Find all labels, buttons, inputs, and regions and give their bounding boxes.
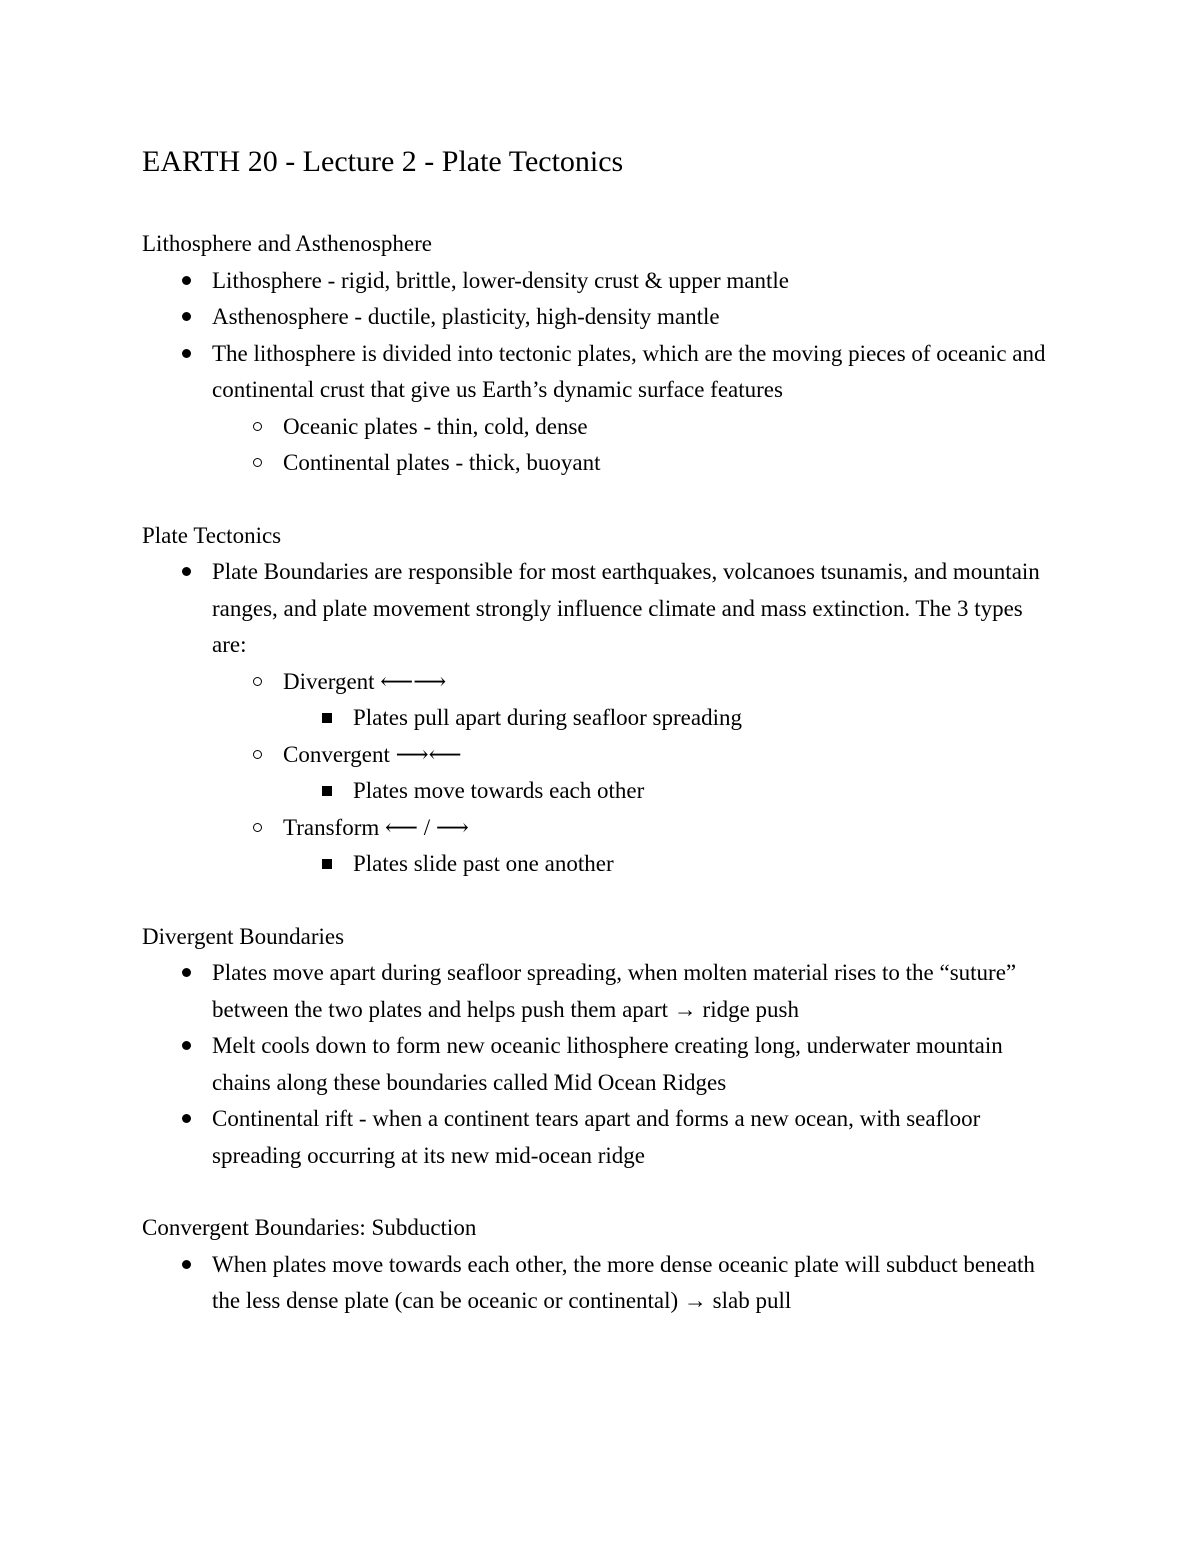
- list-item-text: Asthenosphere - ductile, plasticity, high-density mantle: [212, 304, 720, 329]
- bullet-ring-icon: [247, 664, 267, 701]
- list-item-text: Convergent ⟶⟵: [283, 741, 462, 767]
- bullet-ring-icon: [247, 409, 267, 446]
- list-item-text: Plates move towards each other: [353, 778, 645, 803]
- sub-list-item: [142, 664, 1062, 701]
- list-item-text: When plates move towards each other, the more dense oceanic plate will subduct beneath the less dense plate (can be oceanic or continental) → slab pull: [212, 1251, 1035, 1313]
- section-heading: Convergent Boundaries: Subduction: [142, 1215, 477, 1240]
- bullet-square-icon: [317, 846, 337, 883]
- list-item-text: Continental plates - thick, buoyant: [283, 450, 601, 475]
- list-item: [142, 1247, 1062, 1320]
- bullet-dot-icon: [176, 1101, 196, 1138]
- bullet-list: [142, 263, 1062, 482]
- list-item-text: Lithosphere - rigid, brittle, lower-density crust & upper mantle: [212, 267, 789, 293]
- sub-sub-list-item: [142, 700, 1062, 737]
- bullet-dot-icon: [176, 554, 196, 591]
- bullet-ring-icon: [247, 445, 267, 482]
- list-item: [142, 955, 1062, 1028]
- list-item-text: Oceanic plates - thin, cold, dense: [283, 413, 588, 439]
- sub-list-item: [142, 737, 1062, 774]
- list-item: [142, 1028, 1062, 1101]
- list-item-text: Transform ⟵ / ⟶: [283, 814, 469, 840]
- sub-list-item: [142, 445, 1062, 482]
- bullet-dot-icon: [176, 955, 196, 992]
- list-item: [142, 336, 1062, 409]
- list-item-text: Melt cools down to form new oceanic lithosphere creating long, underwater mountain chains along these boundaries called Mid Ocean Ridges: [212, 1033, 1003, 1095]
- list-item: [142, 299, 1062, 336]
- section-convergent-boundaries-subduction: [142, 1210, 1062, 1320]
- document-page: [142, 140, 1062, 1356]
- section-heading: Lithosphere and Asthenosphere: [142, 231, 432, 256]
- bullet-dot-icon: [176, 1247, 196, 1284]
- list-item-text: Divergent ⟵⟶: [283, 668, 447, 694]
- list-item-text: Plates move apart during seafloor spreading, when molten material rises to the “suture” between the two plates and helps push them apart → ridge push: [212, 960, 1017, 1022]
- bullet-list: [142, 955, 1062, 1174]
- bullet-dot-icon: [176, 336, 196, 373]
- list-item-text: Plates pull apart during seafloor spreading: [353, 705, 742, 730]
- sub-sub-list-item: [142, 846, 1062, 883]
- bullet-list: [142, 1247, 1062, 1320]
- bullet-square-icon: [317, 773, 337, 810]
- section-heading: Divergent Boundaries: [142, 923, 345, 949]
- sub-list-item: [142, 409, 1062, 446]
- list-item-text: Continental rift - when a continent tears apart and forms a new ocean, with seafloor spreading occurring at its new mid-ocean ridge: [212, 1106, 981, 1168]
- section-heading: Plate Tectonics: [142, 522, 282, 548]
- bullet-ring-icon: [247, 810, 267, 847]
- bullet-list: [142, 554, 1062, 883]
- section-lithosphere-asthenosphere: [142, 226, 1062, 482]
- sub-sub-list-item: [142, 773, 1062, 810]
- section-plate-tectonics: [142, 518, 1062, 883]
- bullet-dot-icon: [176, 1028, 196, 1065]
- sub-list-item: [142, 810, 1062, 847]
- document-title: EARTH 20 - Lecture 2 - Plate Tectonics: [142, 145, 624, 178]
- bullet-square-icon: [317, 700, 337, 737]
- bullet-ring-icon: [247, 737, 267, 774]
- list-item-text: Plate Boundaries are responsible for most earthquakes, volcanoes tsunamis, and mountain ranges, and plate movement strongly influence climate and mass extinction. The 3 types are:: [212, 559, 1040, 657]
- list-item: [142, 1101, 1062, 1174]
- list-item: [142, 263, 1062, 300]
- list-item-text: Plates slide past one another: [353, 851, 614, 876]
- list-item-text: The lithosphere is divided into tectonic plates, which are the moving pieces of oceanic and continental crust that give us Earth’s dynamic surface features: [212, 340, 1046, 402]
- bullet-dot-icon: [176, 299, 196, 336]
- bullet-dot-icon: [176, 263, 196, 300]
- section-divergent-boundaries: [142, 919, 1062, 1175]
- list-item: [142, 554, 1062, 664]
